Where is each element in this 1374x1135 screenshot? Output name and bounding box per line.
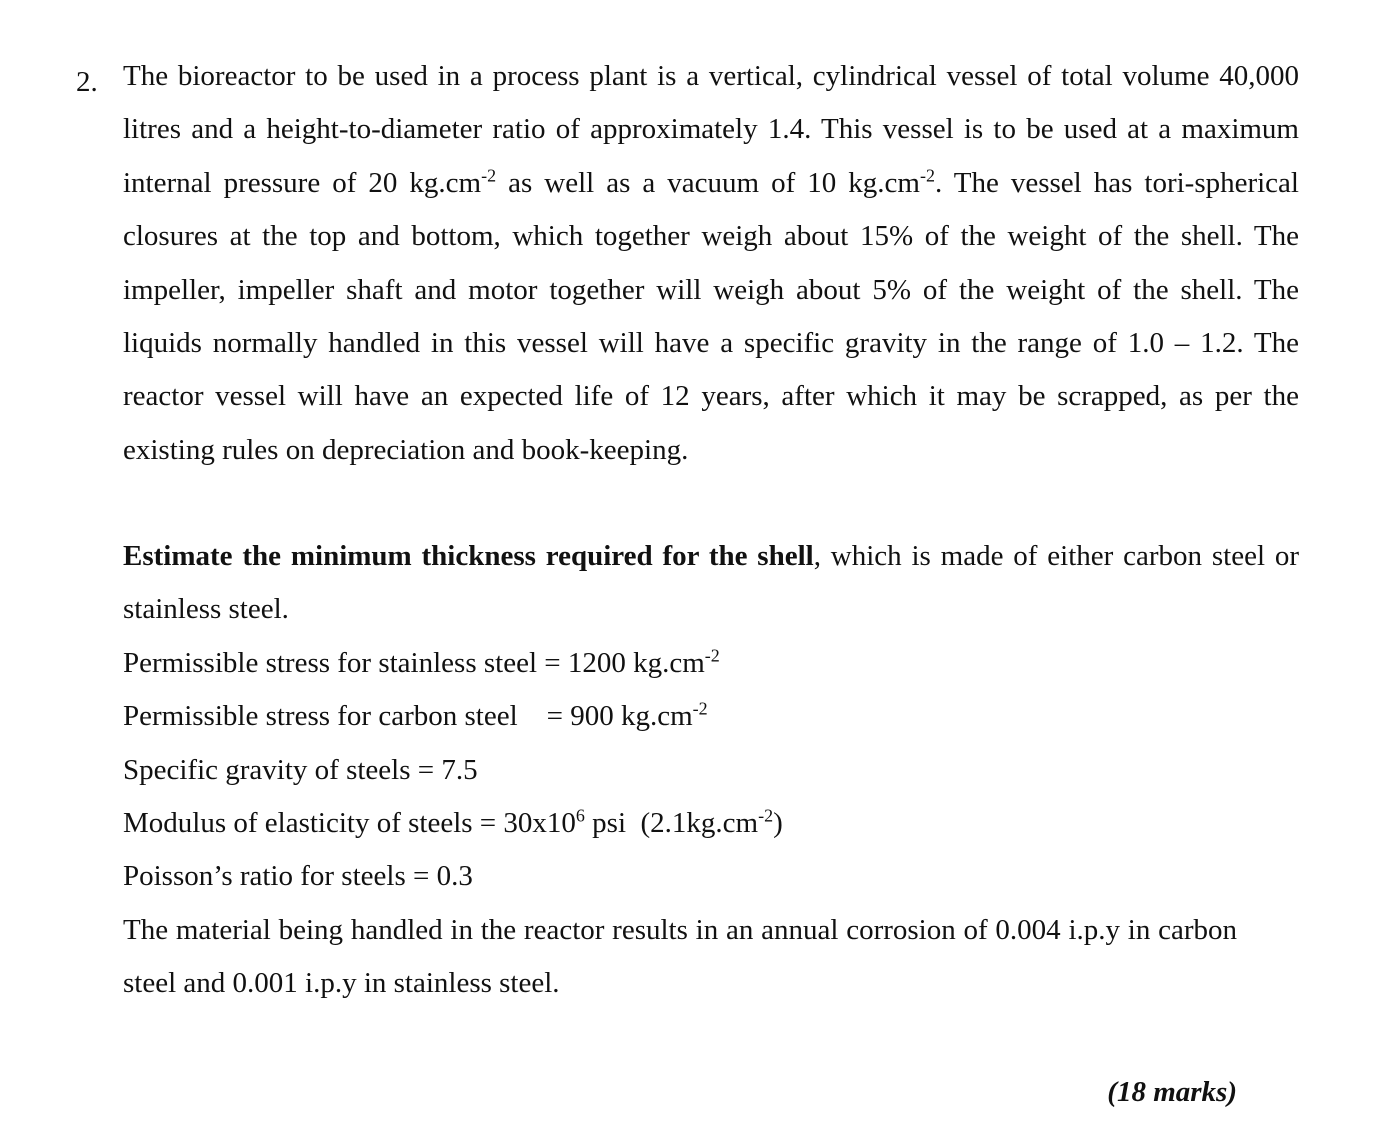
carbon-stress-text: Permissible stress for carbon steel = 900 kg.cm: [123, 700, 693, 732]
modulus-line: [123, 797, 783, 850]
task-rest: , which is made of either carbon steel or stainless steel.: [123, 540, 1300, 626]
modulus-text-2: psi (2.1kg.cm: [584, 807, 759, 839]
specific-gravity-line: Specific gravity of steels = 7.5: [123, 754, 478, 786]
intro-text-2: as well as a vacuum of 10 kg.cm: [496, 166, 920, 199]
poisson-line: Poisson’s ratio for steels = 0.3: [123, 860, 473, 892]
stainless-stress-text: Permissible stress for stainless steel = 1200 kg.cm: [123, 647, 705, 679]
intro-text-3: . The vessel has tori-spherical closures at the top and bottom, which together weigh about 15% of the weight of the shell. The impeller, impeller shaft and motor together will weigh about 5% of the weight of the shell. The liquids normally handled in this vessel will have a specific gravity in the range of 1.0 – 1.2. The reactor vessel will have an expected life of 12 years, after which it may be scrapped, as per the existing rules on depreciation and book-keeping.: [123, 166, 1299, 466]
stainless-stress-sup: -2: [704, 645, 720, 666]
intro-sup-1: -2: [481, 165, 497, 186]
intro-sup-2: -2: [919, 165, 935, 186]
modulus-sup-1: 6: [575, 805, 585, 826]
carbon-steel-stress-line: [123, 690, 708, 743]
question-number: 2.: [76, 66, 98, 98]
carbon-stress-sup: -2: [692, 698, 708, 719]
modulus-sup-2: -2: [758, 805, 774, 826]
task-bold: Estimate the minimum thickness required for the shell: [123, 540, 814, 572]
corrosion-paragraph: The material being handled in the reactor results in an annual corrosion of 0.004 i.p.y in carbon steel and 0.001 i.p.y in stainless steel.: [123, 914, 1237, 1000]
modulus-text-3: ): [773, 807, 783, 839]
question-intro-paragraph: [123, 50, 1299, 477]
intro-text-1: The bioreactor to be used in a process plant is a vertical, cylindrical vessel of total volume 40,000 litres and a height-to-diameter ratio of approximately 1.4. This vessel is to be used at a maximum internal pressure of 20 kg.cm: [123, 60, 1299, 199]
marks-label: (18 marks): [1107, 1076, 1237, 1108]
task-paragraph: [123, 530, 1299, 637]
modulus-text-1: Modulus of elasticity of steels = 30x10: [123, 807, 576, 839]
stainless-steel-stress-line: [123, 637, 720, 690]
